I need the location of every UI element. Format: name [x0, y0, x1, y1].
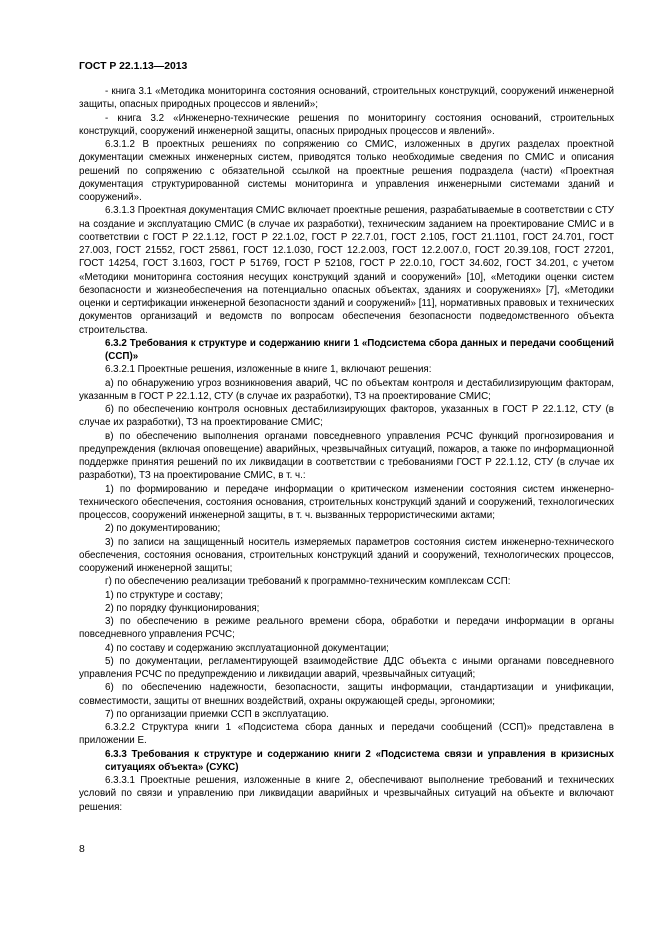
paragraph: 6.3.2.1 Проектные решения, изложенные в книге 1, включают решения: — [105, 364, 432, 376]
section-heading: 6.3.3 Требования к структуре и содержанию книги 2 «Подсистема связи и управления в кризисных ситуациях объекта» (СУКС) — [105, 748, 614, 773]
document-body — [79, 85, 614, 814]
paragraph: - книга 3.2 «Инженерно-технические решения по мониторингу состояния оснований, строительных конструкций, сооружений инженерной защиты, опасных природных процессов и явлений». — [79, 112, 614, 137]
page-number: 8 — [79, 844, 85, 855]
paragraph: 6.3.2.2 Структура книги 1 «Подсистема сбора данных и передачи сообщений (ССП)» представлена в приложении Е. — [79, 722, 614, 747]
list-item: 1) по структуре и составу; — [105, 589, 223, 601]
list-item: 2) по порядку функционирования; — [105, 602, 260, 614]
list-item: 6) по обеспечению надежности, безопасности, защиты информации, стандартизации и унификации, совместимости, защиты от внешних воздействий, охраны окружающей среды, эргономики; — [79, 682, 614, 707]
paragraph: 6.3.1.3 Проектная документация СМИС включает проектные решения, разрабатываемые в соответствии с СТУ на создание и эксплуатацию СМИС (в случае их разработки), техническим заданием на проектирование СМИС и в соответствии с ГОСТ Р 22.1.12, ГОСТ Р 22.1.02, ГОСТ Р 22.7.01, ГОСТ 2.105, ГОСТ 21.1101, ГОСТ 24.701, ГОСТ 27.003, ГОСТ 21552, ГОСТ 25861, ГОСТ 12.1.030, ГОСТ 12.2.003, ГОСТ 12.2.007.0, ГОСТ 20.39.108, ГОСТ 27201, ГОСТ 14254, ГОСТ 3.1603, ГОСТ Р 51769, ГОСТ Р 52108, ГОСТ Р 22.0.10, ГОСТ 34.602, ГОСТ 34.201, с учетом «Методики мониторинга состояния несущих конструкций зданий и сооружений» [10], «Методики оценки систем безопасности и жизнеобеспечения на потенциально опасных объектах, зданиях и сооружениях» [7], «Методики оценки и сертификации инженерной безопасности зданий и сооружений» [11], нормативных правовых и технических документов организаций и ведомств по вопросам обеспечения безопасности подведомственного объекта строительства. — [79, 205, 614, 336]
list-item: 3) по обеспечению в режиме реального времени сбора, обработки и передачи информации в органы повседневного управления РСЧС; — [79, 616, 614, 641]
paragraph: 6.3.3.1 Проектные решения, изложенные в книге 2, обеспечивают выполнение требований и технических условий по связи и управлению при ликвидации аварийных и чрезвычайных ситуаций на объекте и включают решения: — [79, 775, 614, 813]
list-item: в) по обеспечению выполнения органами повседневного управления РСЧС функций прогнозирования и предупреждения (включая оповещение) аварийных, чрезвычайных ситуаций, пожаров, а также по информационной поддержке принятия решений по их ликвидации в соответствии с требованиями ГОСТ Р 22.1.12, СТУ (в случае их разработки), ТЗ на проектирование СМИС, в т. ч.: — [79, 430, 614, 482]
list-item: 4) по составу и содержанию эксплуатационной документации; — [105, 642, 389, 654]
list-item: 2) по документированию; — [105, 523, 221, 535]
paragraph: 6.3.1.2 В проектных решениях по сопряжению со СМИС, изложенных в других разделах проектной документации смежных инженерных систем, приводятся только необходимые сведения по СМИС и описания решений по сопряжению с обязательной ссылкой на проектные решения подраздела (части) «Проектная документация структурированной системы мониторинга и управления инженерными системами зданий и сооружений». — [79, 139, 614, 203]
list-item: г) по обеспечению реализации требований к программно-техническим комплексам ССП: — [105, 576, 511, 588]
document-code-header: ГОСТ Р 22.1.13—2013 — [79, 61, 188, 72]
list-item: б) по обеспечению контроля основных дестабилизирующих факторов, указанных в ГОСТ Р 22.1.12, СТУ (в случае их разработки), ТЗ на проектирование СМИС; — [79, 404, 614, 429]
list-item: 1) по формированию и передаче информации о критическом изменении состояния систем инженерно-технического обеспечения, состояния основания, строительных конструкций зданий и сооружений, технологических процессов, сооружений инженерной защиты, в т. ч. вызванных террористическими актами; — [79, 483, 614, 521]
list-item: 5) по документации, регламентирующей взаимодействие ДДС объекта с иными органами повседневного управления РСЧС по предупреждению и ликвидации аварий, чрезвычайных ситуаций; — [79, 655, 614, 680]
list-item: а) по обнаружению угроз возникновения аварий, ЧС по объектам контроля и дестабилизирующим факторам, указанным в ГОСТ Р 22.1.12, СТУ (в случае их разработки), ТЗ на проектирование СМИС; — [79, 377, 614, 402]
list-item: 3) по записи на защищенный носитель измеряемых параметров состояния систем инженерно-технического обеспечения, состояния основания, строительных конструкций зданий и сооружений, технологических процессов, сооружений инженерной защиты; — [79, 536, 614, 574]
section-heading: 6.3.2 Требования к структуре и содержанию книги 1 «Подсистема сбора данных и передачи сообщений (ССП)» — [105, 337, 614, 362]
paragraph: - книга 3.1 «Методика мониторинга состояния оснований, строительных конструкций, сооружений инженерной защиты, опасных природных процессов и явлений»; — [79, 86, 614, 111]
list-item: 7) по организации приемки ССП в эксплуатацию. — [105, 708, 329, 720]
